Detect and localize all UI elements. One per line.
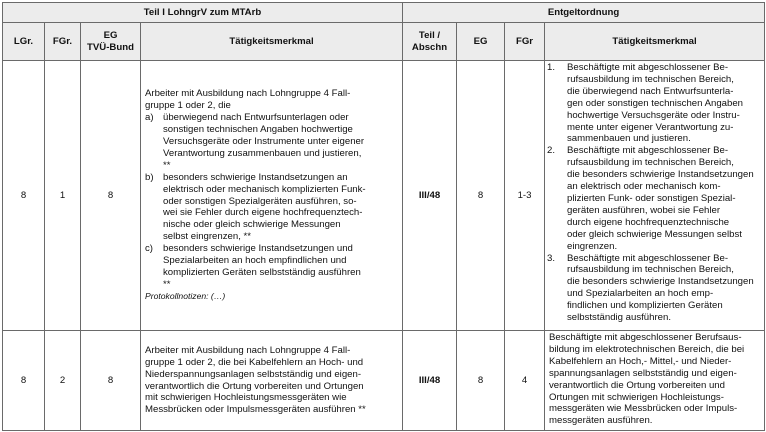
col-header-taetigkeit-right: Tätigkeitsmerkmal (545, 23, 765, 61)
cell-fgr: 2 (45, 331, 81, 431)
cell-taetigkeit-right: Beschäftigte mit abgeschlossener Berufsaus- bildung im elektrotechnischen Bereich, die bei Kabelfehlern an Hoch,- Mittel,- und Nieder- spannungsanlagen selbstständig und eigen- verantwortlich die Ortung vorbereiten und Ortungen mit schwierigen Hochleistungs- messgeräten wie Messbrücken oder Impuls- messgeräten ausführen. (545, 331, 765, 431)
col-header-teil-line2: Abschn (411, 41, 448, 53)
comparison-table (2, 2, 765, 431)
merkmal-item-label: a) (145, 112, 154, 124)
cell-taetigkeit-left (141, 61, 403, 331)
merkmal-item-text: besonders schwierige Instandsetzungen an elektrisch oder mechanisch komplizierten Funk- oder sonstigen Spezialgeräten ausführen, so- wei sie Fehler durch eigene hochfrequenztech- nische oder gleich schwierige Messungen selbst eingrenzen, ** (163, 171, 366, 243)
col-header-teil-line1: Teil / (418, 29, 441, 41)
cell-fgr: 1 (45, 61, 81, 331)
entgelt-item-2 (545, 145, 764, 252)
right-section-title: Entgeltordnung (403, 3, 765, 23)
header-row-columns (3, 23, 765, 61)
merkmal-item-c (145, 243, 398, 291)
merkmal-item-label: b) (145, 171, 154, 183)
merkmal-item-a (145, 112, 398, 172)
col-header-taetigkeit-left: Tätigkeitsmerkmal (141, 23, 403, 61)
cell-lgr: 8 (3, 331, 45, 431)
entgelt-item-label: 3. (547, 252, 556, 264)
merkmal-item-text: überwiegend nach Entwurfsunterlagen oder sonstigen technischen Angaben hochwertige Versuchsgeräte oder Instrumente unter eigener Verantwortung zusammenbauen und justieren, ** (163, 112, 365, 171)
col-header-eg-tvoed-line1: EG (103, 29, 118, 41)
col-header-teil (403, 23, 457, 61)
cell-taetigkeit-right (545, 61, 765, 331)
cell-eg-tvoed: 8 (81, 331, 141, 431)
cell-taetigkeit-left: Arbeiter mit Ausbildung nach Lohngruppe 4 Fall- gruppe 1 oder 2, die bei Kabelfehlern an Hoch- und Niederspannungsanlagen selbstständig und eigen- verantwortlich die Ortung vorbereiten und Ortungen mit schwierigen Hochleistungsmessgeräten wie Messbrücken oder Impulsmessgeräten ausführen ** (141, 331, 403, 431)
merkmal-item-text: besonders schwierige Instandsetzungen und Spezialarbeiten an hoch empfindlichen und komplizierten Geräten selbstständig ausführen ** (163, 243, 361, 290)
entgelt-item-3 (545, 253, 764, 324)
cell-teil: III/48 (403, 61, 457, 331)
cell-eg-tvoed: 8 (81, 61, 141, 331)
protokollnotizen: Protokollnotizen: (…) (145, 290, 226, 301)
col-header-fgr-right: FGr (505, 23, 545, 61)
merkmal-item-label: c) (145, 243, 153, 255)
cell-teil: III/48 (403, 331, 457, 431)
cell-fgr-right: 1-3 (505, 61, 545, 331)
entgelt-item-text: Beschäftigte mit abgeschlossener Be- rufsausbildung im technischen Bereich, die überwiegend nach Entwurfsunterla- gen oder sonstigen technischen Angaben hochwertige Versuchsgeräte oder Instru- mente unter eigener Verantwortung zu- sammenbauen und justieren. (567, 62, 744, 145)
cell-fgr-right: 4 (505, 331, 545, 431)
col-header-eg: EG (457, 23, 505, 61)
header-row-group (3, 3, 765, 23)
col-header-lgr: LGr. (3, 23, 45, 61)
table-row (3, 61, 765, 331)
col-header-fgr: FGr. (45, 23, 81, 61)
merkmal-intro: Arbeiter mit Ausbildung nach Lohngruppe 4 Fall- gruppe 1 oder 2, die (145, 88, 351, 112)
cell-eg: 8 (457, 61, 505, 331)
cell-lgr: 8 (3, 61, 45, 331)
merkmal-item-b (145, 172, 398, 243)
entgelt-item-1 (545, 62, 764, 145)
entgelt-item-text: Beschäftigte mit abgeschlossener Be- rufsausbildung im technischen Bereich, die besonders schwierige Instandsetzungen und Spezialarbeiten an hoch emp- findlichen und komplizierten Geräten selbstständig ausführen. (567, 252, 754, 324)
entgelt-item-text: Beschäftigte mit abgeschlossener Be- rufsausbildung im technischen Bereich, die besonders schwierige Instandsetzungen an elektrisch oder mechanisch kom- plizierten Funk- oder sonstigen Spezial- geräten ausführen, wobei sie Fehler durch eigene hochfrequenztechnische oder gleich schwierige Messungen selbst eingrenzen. (567, 145, 754, 252)
col-header-eg-tvoed-line2: TVÜ-Bund (87, 41, 134, 53)
col-header-eg-tvoed (81, 23, 141, 61)
entgelt-item-label: 2. (547, 145, 556, 157)
table-row (3, 331, 765, 431)
entgelt-item-label: 1. (547, 62, 556, 73)
left-section-title: Teil I LohngrV zum MTArb (3, 3, 403, 23)
cell-eg: 8 (457, 331, 505, 431)
